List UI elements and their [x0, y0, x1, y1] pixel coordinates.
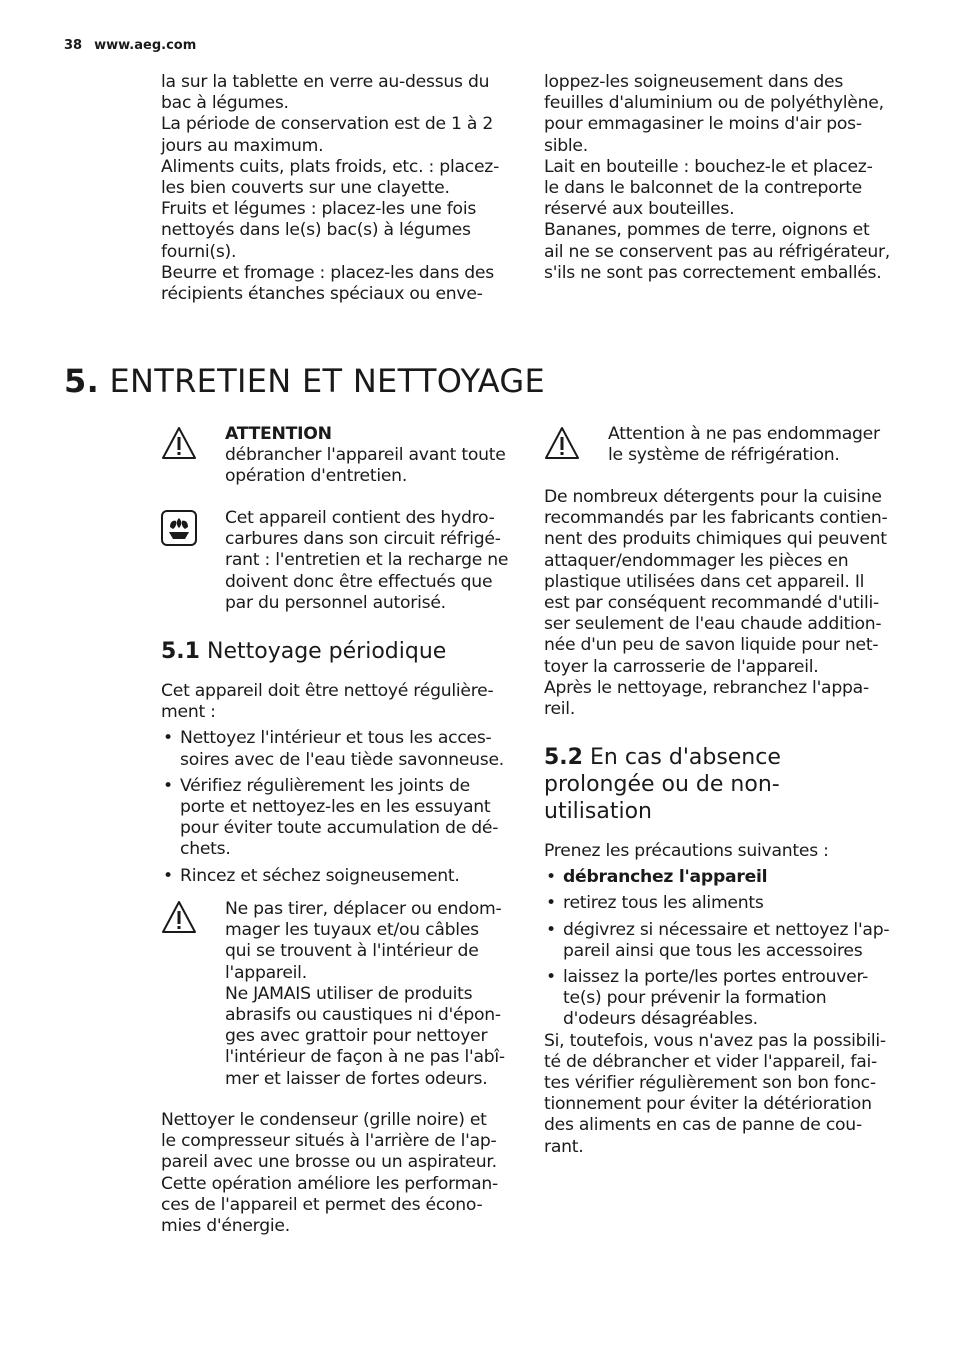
condenser-paragraph: [161, 1110, 521, 1237]
text-line: te(s) pour prévenir la formation: [563, 988, 827, 1009]
text-line: Si, toutefois, vous n'avez pas la possibili-: [544, 1030, 886, 1051]
text-line: ail ne se conservent pas au réfrigérateur,: [544, 241, 890, 262]
text-line: reil.: [544, 699, 576, 720]
text-line: La période de conservation est de 1 à 2: [161, 114, 494, 135]
text-line: attaquer/endommager les pièces en: [544, 550, 849, 571]
text-line: tes vérifier régulièrement son bon fonc-: [544, 1073, 876, 1094]
list-item: [544, 893, 904, 914]
text-line: réservé aux bouteilles.: [544, 199, 735, 220]
section-title-line: utilisation: [544, 799, 652, 824]
text-line: sible.: [544, 135, 588, 156]
text-line: toyer la carrosserie de l'appareil.: [544, 656, 819, 677]
page-number: 38: [64, 38, 83, 53]
text-line: Attention à ne pas endommager: [608, 424, 880, 444]
environment-notice: [225, 508, 525, 614]
text-line: Cet appareil contient des hydro-: [225, 508, 495, 528]
list-item: [161, 728, 521, 770]
text-line: Ne JAMAIS utiliser de produits: [225, 983, 473, 1004]
text-line: opération d'entretien.: [225, 466, 408, 487]
text-line: • retirez tous les aliments: [563, 893, 764, 914]
text-line: carbures dans son circuit réfrigé-: [225, 529, 501, 550]
text-line: feuilles d'aluminium ou de polyéthylène,: [544, 93, 884, 114]
text-line: plastique utilisées dans cet appareil. Il: [544, 571, 865, 592]
text-line: ser seulement de l'eau chaude addition-: [544, 614, 882, 635]
text-line: • débranchez l'appareil: [563, 867, 768, 888]
text-line: pour emmagasiner le moins d'air pos-: [544, 114, 862, 135]
text-line: les bien couverts sur une clayette.: [161, 178, 450, 199]
warning-notice-refrigeration: [608, 424, 908, 466]
environment-leaf-icon: [160, 509, 198, 549]
text-line: débrancher l'appareil avant toute: [225, 445, 506, 466]
text-line: Lait en bouteille : bouchez-le et placez-: [544, 156, 873, 177]
text-line: mies d'énergie.: [161, 1216, 290, 1237]
list-item: [161, 776, 521, 861]
text-line: • Nettoyez l'intérieur et tous les acces-: [180, 728, 492, 749]
absence-steps-list: [544, 867, 904, 1030]
section-5-2-body: [544, 841, 904, 1158]
cleaning-steps-list: [161, 728, 521, 886]
section-title-line: En cas d'absence: [589, 745, 781, 770]
text-line: pour éviter toute accumulation de dé-: [180, 818, 499, 839]
list-item: [544, 867, 904, 888]
text-line: Après le nettoyage, rebranchez l'appa-: [544, 677, 869, 698]
text-line: récipients étanches spéciaux ou enve-: [161, 284, 483, 305]
text-line: jours au maximum.: [161, 135, 324, 156]
text-line: des aliments en cas de panne de cou-: [544, 1115, 862, 1136]
warning-title: ATTENTION: [225, 424, 332, 444]
chapter-heading: [64, 362, 545, 400]
warning-triangle-icon: [543, 425, 581, 465]
text-line: tionnement pour éviter la détérioration: [544, 1094, 872, 1115]
text-line: le compresseur situés à l'arrière de l'ap-: [161, 1131, 497, 1152]
section-title: Nettoyage périodique: [206, 639, 447, 664]
text-line: fourni(s).: [161, 241, 237, 262]
text-line: l'appareil.: [225, 962, 307, 983]
text-line: De nombreux détergents pour la cuisine: [544, 487, 882, 507]
text-line: rant : l'entretien et la recharge ne: [225, 550, 509, 571]
text-line: • laissez la porte/les portes entrouver-: [563, 967, 869, 988]
text-line: Ne pas tirer, déplacer ou endom-: [225, 899, 502, 919]
text-line: le dans le balconnet de la contreporte: [544, 178, 863, 199]
text-line: Prenez les précautions suivantes :: [544, 841, 829, 861]
section-5-1-body: [161, 681, 521, 892]
text-line: par du personnel autorisé.: [225, 592, 446, 613]
text-line: ces de l'appareil et permet des écono-: [161, 1194, 483, 1215]
text-line: recommandés par les fabricants contien-: [544, 508, 888, 529]
text-line: nettoyés dans le(s) bac(s) à légumes: [161, 220, 471, 241]
text-line: Nettoyer le condenseur (grille noire) et: [161, 1110, 487, 1130]
text-line: est par conséquent recommandé d'utili-: [544, 593, 879, 614]
warning-triangle-icon: [160, 899, 198, 939]
page-header: [64, 38, 208, 53]
website-link[interactable]: www.aeg.com: [94, 38, 197, 53]
text-line: s'ils ne sont pas correctement emballés.: [544, 262, 882, 283]
text-line: soires avec de l'eau tiède savonneuse.: [180, 749, 504, 770]
text-line: abrasifs ou caustiques ni d'épon-: [225, 1005, 501, 1026]
section-heading-5-1: [161, 638, 446, 665]
text-line: Beurre et fromage : placez-les dans des: [161, 262, 494, 283]
text-line: nent des produits chimiques qui peuvent: [544, 529, 887, 550]
list-item: [544, 967, 904, 1031]
text-line: l'intérieur de façon à ne pas l'abî-: [225, 1047, 505, 1068]
intro-right-column: [544, 72, 904, 284]
chapter-title: ENTRETIEN ET NETTOYAGE: [109, 362, 546, 400]
detergents-paragraph: [544, 487, 904, 720]
warning-notice-disconnect: [225, 424, 525, 488]
list-item: [544, 920, 904, 962]
text-line: Bananes, pommes de terre, oignons et: [544, 220, 870, 241]
intro-left-column: [161, 72, 521, 305]
text-line: le système de réfrigération.: [608, 445, 840, 466]
text-line: d'odeurs désagréables.: [563, 1009, 758, 1030]
text-line: ment :: [161, 702, 216, 723]
text-line: doivent donc être effectués que: [225, 571, 493, 592]
text-line: • Vérifiez régulièrement les joints de: [180, 775, 470, 796]
warning-triangle-icon: [160, 425, 198, 465]
text-line: qui se trouvent à l'intérieur de: [225, 941, 479, 962]
section-number: 5.2: [544, 745, 583, 770]
text-line: bac à légumes.: [161, 93, 289, 114]
text-line: • dégivrez si nécessaire et nettoyez l'ap-: [563, 919, 890, 940]
chapter-number: 5.: [64, 362, 100, 400]
text-line: née d'un peu de savon liquide pour net-: [544, 635, 879, 656]
text-line: loppez-les soigneusement dans des: [544, 72, 844, 92]
list-item: [161, 866, 521, 887]
text-line: mager les tuyaux et/ou câbles: [225, 920, 479, 941]
text-line: mer et laisser de fortes odeurs.: [225, 1068, 488, 1089]
text-line: té de débrancher et vider l'appareil, fai-: [544, 1051, 877, 1072]
text-line: Cette opération améliore les performan-: [161, 1173, 498, 1194]
text-line: pareil avec une brosse ou un aspirateur.: [161, 1152, 497, 1173]
text-line: • Rincez et séchez soigneusement.: [180, 865, 460, 886]
text-line: chets.: [180, 839, 231, 860]
section-title-line: prolongée ou de non-: [544, 772, 780, 797]
section-number: 5.1: [161, 639, 200, 664]
text-line: porte et nettoyez-les en les essuyant: [180, 797, 491, 818]
text-line: Fruits et légumes : placez-les une fois: [161, 199, 477, 220]
text-line: la sur la tablette en verre au-dessus du: [161, 72, 490, 92]
text-line: Cet appareil doit être nettoyé régulière-: [161, 681, 494, 701]
text-line: ges avec grattoir pour nettoyer: [225, 1026, 488, 1047]
warning-notice-pipes: [225, 899, 525, 1090]
text-line: rant.: [544, 1136, 584, 1157]
text-line: pareil ainsi que tous les accessoires: [563, 940, 863, 961]
text-line: Aliments cuits, plats froids, etc. : placez-: [161, 156, 500, 177]
section-heading-5-2: [544, 744, 781, 825]
